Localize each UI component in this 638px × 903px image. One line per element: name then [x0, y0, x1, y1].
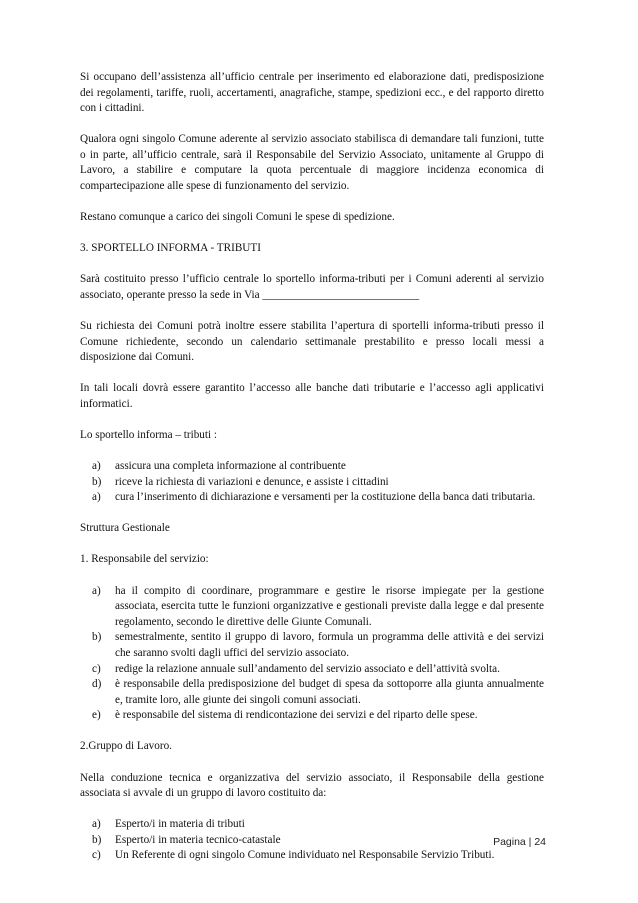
paragraph-demandare-funzioni: Qualora ogni singolo Comune aderente al servizio associato stabilisca di demandare tali funzioni, tutte o in parte, all’ufficio centrale, sarà il Responsabile del Servizio Associato, unitamente al Gruppo di Lavoro, a stabilire e computare la quota percentuale di maggiore incidenza economica di compartecipazione alle spese di funzionamento del servizio.: [80, 133, 544, 193]
list-item: [80, 475, 544, 491]
list-marker: a): [92, 818, 101, 831]
list-marker: a): [92, 491, 101, 504]
list-item: [80, 708, 544, 724]
paragraph-accesso-banche-dati: In tali locali dovrà essere garantito l’accesso alle banche dati tributarie e l’accesso agli applicativi informatici.: [80, 382, 544, 410]
list-item-text: cura l’inserimento di dichiarazione e versamenti per la costituzione della banca dati tributaria.: [115, 491, 536, 504]
list-responsabile-compiti: [80, 584, 544, 724]
heading-gruppo-lavoro: 2.Gruppo di Lavoro.: [80, 740, 172, 753]
list-item: [80, 584, 544, 631]
list-item-text: semestralmente, sentito il gruppo di lavoro, formula un programma delle attività e dei servizi che saranno svolti dagli uffici del servizio associato.: [115, 631, 544, 659]
paragraph-gruppo-lavoro: Nella conduzione tecnica e organizzativa del servizio associato, il Responsabile della gestione associata si avvale di un gruppo di lavoro costituito da:: [80, 771, 544, 800]
list-item-text: è responsabile del sistema di rendicontazione dei servizi e del riparto delle spese.: [115, 709, 478, 722]
heading-responsabile-servizio: 1. Responsabile del servizio:: [80, 553, 209, 566]
list-marker: a): [92, 584, 101, 597]
list-sportello-funzioni: [80, 459, 544, 506]
list-item: [80, 848, 544, 864]
list-item: [80, 490, 544, 506]
paragraph-spese-spedizione: Restano comunque a carico dei singoli Comuni le spese di spedizione.: [80, 211, 395, 224]
list-item-text: ha il compito di coordinare, programmare e gestire le risorse impiegate per la gestione associata, esercita tutte le funzioni organizzative e gestionali previste dalla legge e dal presente regolamento, secondo le direttive delle Giunte Comunali.: [115, 584, 544, 628]
list-marker: b): [92, 631, 102, 644]
paragraph-assistenza: Si occupano dell’assistenza all’ufficio centrale per inserimento ed elaborazione dati, predisposizione dei regolamenti, tariffe, ruoli, accertamenti, anagrafiche, stampe, spedizioni ecc., e del rapporto diretto con i cittadini.: [80, 71, 544, 115]
paragraph-richiesta-comuni: Su richiesta dei Comuni potrà inoltre essere stabilita l’apertura di sportelli informa-tributi presso il Comune richiedente, secondo un calendario settimanale prestabilito e presso locali messi a disposizione dai Comuni.: [80, 320, 544, 364]
list-marker: b): [92, 833, 102, 846]
section-heading-sportello: 3. SPORTELLO INFORMA - TRIBUTI: [80, 242, 261, 255]
list-item: [80, 662, 544, 678]
list-item: [80, 630, 544, 661]
list-item-text: è responsabile della predisposizione del budget di spesa da sottoporre alla giunta annualmente e, tramite loro, alle giunte dei singoli comuni associati.: [115, 678, 544, 706]
list-item-text: riceve la richiesta di variazioni e denunce, e assiste i cittadini: [115, 475, 389, 488]
list-item-text: redige la relazione annuale sull’andamento del servizio associato e dell’attività svolta.: [115, 662, 500, 675]
list-item-text: Esperto/i in materia tecnico-catastale: [115, 833, 281, 846]
list-item: [80, 817, 544, 833]
paragraph-sportello-intro: Lo sportello informa – tributi :: [80, 429, 218, 441]
page-number-footer: Pagina | 24: [493, 836, 546, 848]
list-marker: c): [92, 849, 101, 862]
list-item: [80, 677, 544, 708]
list-item-text: Un Referente di ogni singolo Comune individuato nel Responsabile Servizio Tributi.: [115, 849, 495, 862]
page-content: [80, 70, 544, 879]
list-marker: a): [92, 460, 101, 473]
list-item-text: Esperto/i in materia di tributi: [115, 818, 245, 831]
list-marker: b): [92, 475, 102, 488]
list-item: [80, 459, 544, 475]
list-marker: e): [92, 709, 101, 722]
paragraph-sportello-costituito: Sarà costituito presso l’ufficio centrale lo sportello informa-tributi per i Comuni aderenti al servizio associato, operante presso la sede in Via ____________________________: [80, 273, 544, 301]
list-marker: d): [92, 678, 102, 691]
list-item-text: assicura una completa informazione al contribuente: [115, 460, 346, 473]
heading-struttura-gestionale: Struttura Gestionale: [80, 522, 170, 535]
list-marker: c): [92, 662, 101, 675]
list-item: [80, 833, 544, 849]
list-gruppo-membri: [80, 817, 544, 864]
